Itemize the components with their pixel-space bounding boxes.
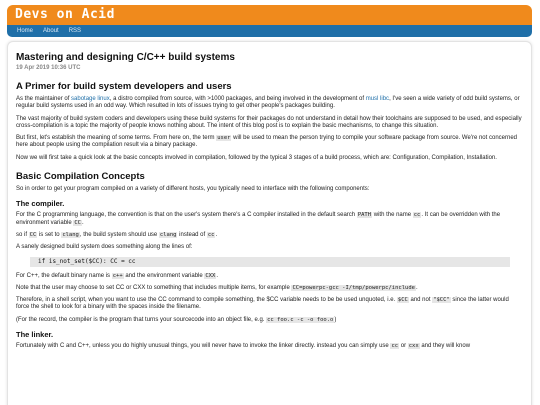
text: . — [215, 231, 218, 238]
text: ) — [334, 316, 337, 323]
text: is set to — [37, 231, 62, 238]
paragraph-multiple-items — [16, 285, 523, 292]
inline-code: cc — [391, 343, 399, 350]
sabotage-linux-link[interactable]: sabotage linux — [71, 96, 110, 102]
site-header — [7, 5, 532, 25]
inline-code: CC — [29, 231, 37, 238]
site-title-link[interactable]: Devs on Acid — [15, 7, 115, 22]
paragraph-cc-clang — [16, 232, 523, 239]
heading-basic-concepts: Basic Compilation Concepts — [16, 171, 145, 183]
text: For the C programming language, the convention is that on the user's system there's a C compiler installed in the default search — [16, 212, 357, 219]
inline-code: clang — [62, 231, 79, 238]
paragraph-sane-build: A sanely designed build system does something along the lines of: — [16, 244, 193, 251]
paragraph-record — [16, 317, 523, 324]
post-card — [7, 41, 532, 405]
text: Therefore, in a shell script, when you want to use the CC command to compile something, the $CC variable needs to be be used unquoted, i.e. — [16, 297, 397, 304]
inline-code: clang — [159, 231, 177, 238]
paragraph-cxx — [16, 273, 523, 280]
text: , a distro compiled from source, with >1000 packages, and being involved in the development of — [109, 96, 366, 102]
inline-code: CXX — [205, 272, 216, 279]
text: and not — [408, 297, 433, 304]
post-date: 19 Apr 2019 10:36 UTC — [16, 65, 81, 71]
inline-code: cxx — [408, 343, 419, 350]
inline-code: user — [217, 135, 231, 142]
inline-code: cc foo.c -c -o foo.o — [267, 316, 334, 323]
text: , the build system should use — [79, 231, 159, 238]
paragraph-shell-unquoted — [16, 297, 523, 312]
text: For C++, the default binary name is — [16, 272, 112, 279]
musl-libc-link[interactable]: musl libc — [365, 96, 390, 102]
text: As the maintainer of — [16, 96, 72, 102]
text: (For the record, the compiler is the program that turns your sourcecode into an object file, e.g. — [16, 316, 267, 323]
code-block: if is_not_set($CC): CC = cc — [30, 257, 510, 267]
paragraph-c-compiler — [16, 212, 523, 227]
text: will be used to mean the person trying to compile your software package from source. We're not concerned here about people using the compilation result via a binary package. — [16, 135, 517, 149]
heading-primer: A Primer for build system developers and users — [16, 81, 232, 92]
text: and the environment variable — [123, 272, 205, 279]
paragraph-components: So in order to get your program compiled on a variety of different hosts, you typically need to interface with the following components: — [16, 186, 370, 193]
text: But first, let's establish the meaning of some terms. From here on, the term — [16, 135, 217, 142]
inline-code: CC — [74, 219, 81, 226]
inline-code: c++ — [112, 272, 123, 279]
paragraph-overview: Now we will first take a quick look at the basic concepts involved in compilation, followed by the typical 3 stages of a build process, which are: Configuration, Compilation, Installation. — [16, 154, 497, 161]
inline-code: cc — [413, 212, 421, 219]
nav-rss-link[interactable]: RSS — [68, 28, 82, 34]
text: Fortunately with C and C++, unless you do highly unusual things, you will never have to invoke the linker directly. instead you can simply use — [16, 343, 391, 350]
text: and they will know — [419, 343, 471, 350]
text: . It can be overridden with the environment variable — [16, 212, 501, 226]
inline-code: "$CC" — [433, 297, 450, 304]
text: so if — [16, 231, 29, 238]
inline-code: $CC — [397, 297, 408, 304]
paragraph-majority: The vast majority of build system coders and developers using these build systems for their packages do not understand in detail how their toolchains are supposed to be used, and especially cross-compilation is a topic the majority of people knows nothing about. The intent of this blog post is to explain the basic mechanisms, to change this situation. — [16, 115, 522, 129]
text: . — [216, 272, 218, 279]
text: since the latter would force the shell to look for a binary with the spaces inside the filename. — [16, 297, 509, 311]
nav-bar — [7, 25, 532, 37]
inline-code: PATH — [357, 212, 372, 219]
text: instead of — [177, 231, 207, 238]
nav-home-link[interactable]: Home — [17, 28, 34, 34]
nav-about-link[interactable]: About — [43, 28, 59, 34]
heading-linker: The linker. — [16, 330, 54, 340]
text: or — [399, 343, 408, 350]
inline-code: CC=powerpc-gcc -I/tmp/powerpc/include — [292, 284, 415, 291]
text: Note that the user may choose to set CC or CXX to something that includes multiple items, for example — [16, 284, 292, 291]
text: with the name — [372, 212, 413, 219]
paragraph-linker — [16, 343, 523, 350]
heading-compiler: The compiler. — [16, 199, 65, 209]
paragraph-terms — [16, 135, 523, 150]
text: . — [416, 284, 418, 291]
text: , I've seen a wide variety of odd build systems, or regular build systems used in an odd way. Which resulted in lots of issues trying to get other people's packages building. — [16, 96, 520, 110]
post-title: Mastering and designing C/C++ build systems — [16, 52, 235, 63]
text: . — [82, 219, 84, 226]
inline-code: cc — [207, 231, 215, 238]
paragraph-intro — [16, 96, 523, 111]
